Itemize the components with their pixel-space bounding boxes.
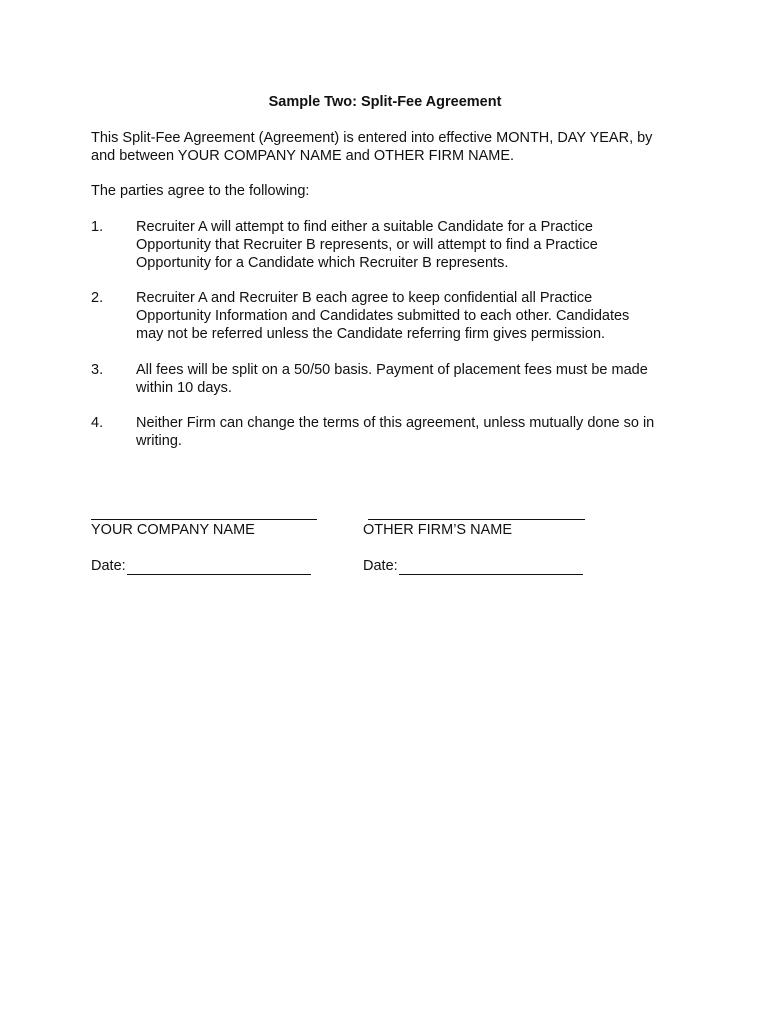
- signature-name-left: YOUR COMPANY NAME: [91, 522, 255, 538]
- lead-sentence: The parties agree to the following:: [91, 183, 310, 199]
- date-blank-line: [399, 559, 583, 575]
- clause-line: Opportunity for a Candidate which Recruiter B represents.: [136, 255, 509, 271]
- date-field-right: [363, 557, 583, 575]
- clause-line: Opportunity that Recruiter B represents, or will attempt to find a Practice: [136, 237, 598, 253]
- clause-line: may not be referred unless the Candidate referring firm gives permission.: [136, 326, 606, 342]
- intro-line: and between YOUR COMPANY NAME and OTHER FIRM NAME.: [91, 148, 515, 164]
- clause-line: Opportunity Information and Candidates submitted to each other. Candidates: [136, 308, 630, 324]
- clause-text: [136, 218, 681, 272]
- signature-name-right: OTHER FIRM’S NAME: [363, 522, 513, 538]
- clause-line: within 10 days.: [136, 380, 232, 396]
- clause-line: Neither Firm can change the terms of this agreement, unless mutually done so in: [136, 415, 655, 431]
- date-label: Date:: [363, 558, 398, 574]
- clause-number: 1.: [91, 219, 104, 235]
- intro-paragraph: [91, 129, 691, 165]
- clause-line: writing.: [136, 433, 182, 449]
- date-field-left: [91, 557, 311, 575]
- clause-text: [136, 289, 681, 343]
- date-label: Date:: [91, 558, 126, 574]
- clause-number: 4.: [91, 415, 104, 431]
- clause-line: Recruiter A will attempt to find either a suitable Candidate for a Practice: [136, 219, 593, 235]
- date-blank-line: [127, 559, 311, 575]
- clause-text: [136, 414, 681, 450]
- clause-line: All fees will be split on a 50/50 basis. Payment of placement fees must be made: [136, 362, 648, 378]
- clause-number: 3.: [91, 362, 104, 378]
- clause-text: [136, 361, 681, 397]
- clause-number: 2.: [91, 290, 104, 306]
- document-title: Sample Two: Split-Fee Agreement: [268, 94, 502, 110]
- clause-line: Recruiter A and Recruiter B each agree to keep confidential all Practice: [136, 290, 593, 306]
- intro-line: This Split-Fee Agreement (Agreement) is entered into effective MONTH, DAY YEAR, by: [91, 130, 653, 146]
